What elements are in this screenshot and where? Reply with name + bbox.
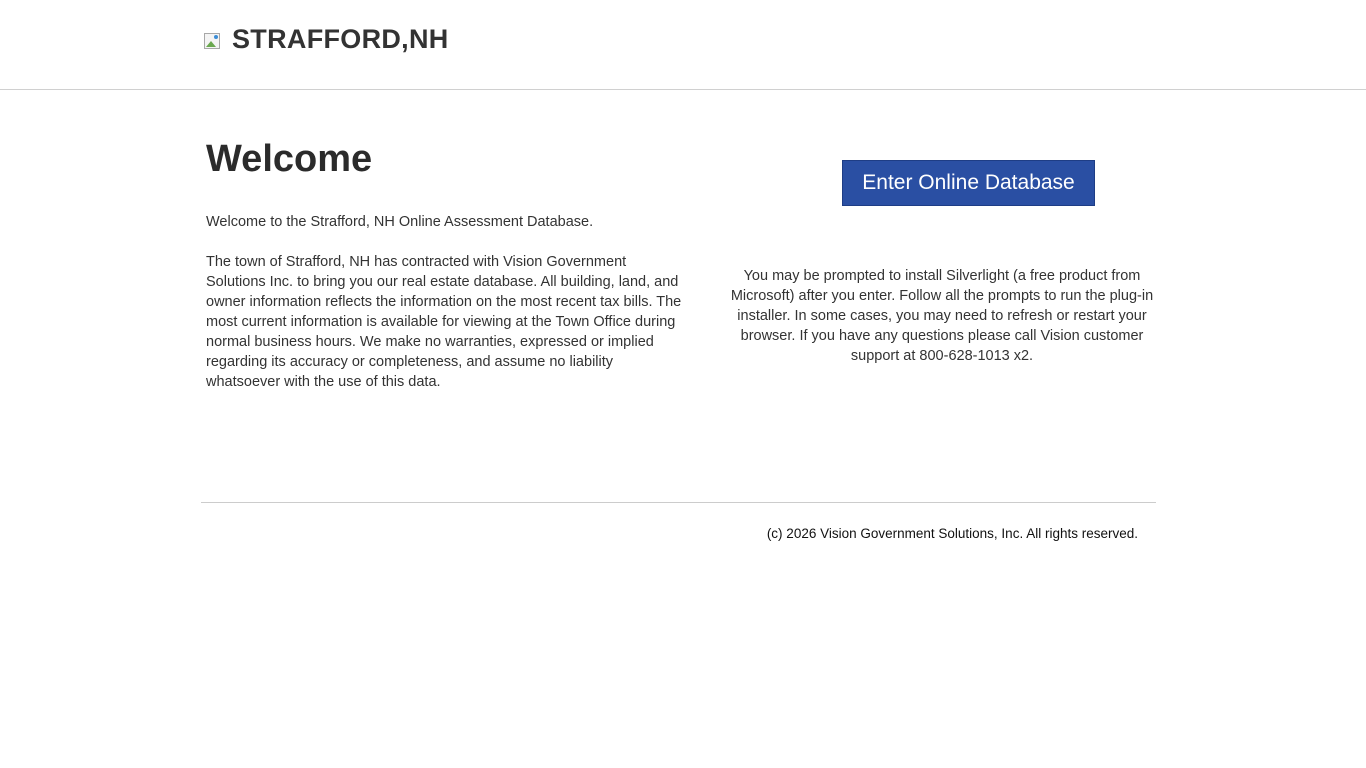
disclaimer-text: The town of Strafford, NH has contracted with Vision Government Solutions Inc. to bring you our real estate database. All building, land, and owner information reflects the information on the most recent tax bills. The most current information is available for viewing at the Town Office during normal business hours. We make no warranties, expressed or implied regarding its accuracy or completeness, and assume no liability whatsoever with the use of this data. [206,254,682,390]
broken-image-icon [204,33,220,49]
copyright-text: (c) 2026 Vision Government Solutions, Inc. All rights reserved. [766,526,1138,541]
intro-text: Welcome to the Strafford, NH Online Assessment Database. [206,214,594,230]
site-title: STRAFFORD,NH [232,24,449,54]
footer-divider [201,502,1156,503]
enter-online-database-button[interactable]: Enter Online Database [842,160,1095,206]
logo-area [204,24,449,55]
site-header [0,0,1366,90]
silverlight-note: You may be prompted to install Silverlight (a free product from Microsoft) after you enter. Follow all the prompts to run the plug-in installer. In some cases, you may need to refresh or restart your browser. If you have any questions please call Vision customer support at 800-628-1013 x2. [730,268,1154,364]
welcome-heading: Welcome [206,138,373,180]
